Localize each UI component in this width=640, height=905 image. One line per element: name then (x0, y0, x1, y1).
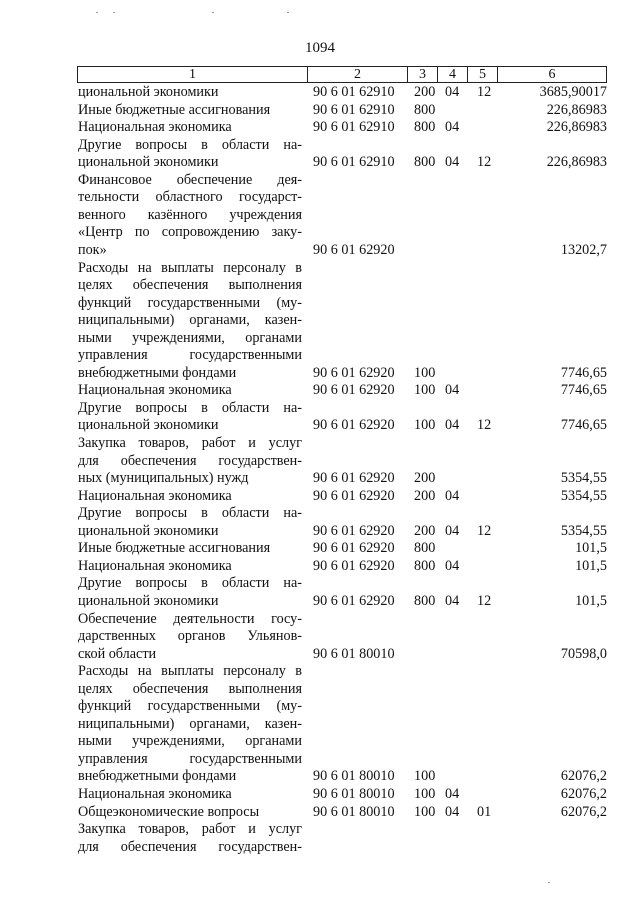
cell-c1: Финансовое обеспечение дея- (78, 171, 302, 188)
table-row (0, 593, 640, 610)
table-row (0, 768, 640, 785)
cell-c1: функций государственными (му- (78, 698, 302, 715)
cell-c2: 90 6 01 62920 (313, 364, 395, 381)
table-row (0, 804, 640, 821)
table-row (0, 400, 640, 417)
cell-c6: 5354,55 (560, 522, 607, 539)
cell-c3: 800 (414, 540, 436, 557)
table-row (0, 488, 640, 505)
table-row (0, 821, 640, 838)
cell-c3: 800 (414, 557, 436, 574)
cell-c1: ными учреждениями, органами (78, 733, 302, 750)
cell-c1: пок» (78, 241, 107, 258)
table-row (0, 751, 640, 768)
header-col-2: 2 (354, 67, 361, 82)
table-row (0, 540, 640, 557)
cell-c5: 01 (477, 803, 492, 820)
cell-c3: 100 (414, 803, 436, 820)
cell-c3: 800 (414, 101, 436, 118)
cell-c1: ными учреждениями, органами (78, 329, 302, 346)
cell-c2: 90 6 01 62920 (313, 470, 395, 487)
table-row (0, 84, 640, 101)
cell-c1: Расходы на выплаты персоналу в (78, 259, 302, 276)
cell-c1: управления государственными (78, 750, 302, 767)
cell-c2: 90 6 01 62920 (313, 540, 395, 557)
cell-c2: 90 6 01 80010 (313, 803, 395, 820)
cell-c1: дарственных органов Ульянов- (78, 628, 302, 645)
table-row (0, 102, 640, 119)
table-row (0, 558, 640, 575)
table-row (0, 382, 640, 399)
table-row (0, 698, 640, 715)
cell-c6: 3685,90017 (539, 84, 607, 100)
table-row (0, 470, 640, 487)
table-row (0, 242, 640, 259)
header-col-1: 1 (189, 67, 196, 82)
cell-c1: Другие вопросы в области на- (78, 505, 302, 522)
table-row (0, 260, 640, 277)
cell-c1: циональной экономики (78, 592, 219, 609)
cell-c2: 90 6 01 62920 (313, 487, 395, 504)
header-col-5: 5 (479, 67, 486, 82)
cell-c6: 226,86983 (546, 154, 607, 171)
cell-c1: внебюджетными фондами (78, 364, 237, 381)
cell-c2: 90 6 01 80010 (313, 768, 395, 785)
table-row (0, 224, 640, 241)
table-row (0, 172, 640, 189)
cell-c1: целях обеспечения выполнения (78, 680, 302, 697)
cell-c3: 100 (414, 768, 436, 785)
cell-c4: 04 (445, 592, 460, 609)
table-row (0, 523, 640, 540)
cell-c2: 90 6 01 62920 (313, 592, 395, 609)
cell-c6: 13202,7 (560, 241, 607, 258)
table-row (0, 312, 640, 329)
cell-c1: ской области (78, 645, 157, 662)
cell-c4: 04 (445, 487, 460, 504)
cell-c1: циональной экономики (78, 522, 219, 539)
cell-c1: тельности областного государст- (78, 189, 302, 206)
cell-c6: 7746,65 (560, 364, 607, 381)
cell-c3: 100 (414, 382, 436, 399)
cell-c6: 7746,65 (560, 382, 607, 399)
cell-c6: 226,86983 (546, 101, 607, 118)
cell-c3: 800 (414, 592, 436, 609)
cell-c2: 90 6 01 62920 (313, 241, 395, 258)
cell-c6: 101,5 (575, 592, 607, 609)
cell-c1: ниципальными) органами, казен- (78, 715, 302, 732)
scan-speck (212, 12, 214, 13)
cell-c1: Другие вопросы в области на- (78, 575, 302, 592)
cell-c2: 90 6 01 80010 (313, 645, 395, 662)
cell-c1: для обеспечения государствен- (78, 452, 302, 469)
cell-c1: Закупка товаров, работ и услуг (78, 821, 302, 838)
header-col-3: 3 (419, 67, 426, 82)
cell-c2: 90 6 01 62910 (313, 101, 395, 118)
table-row (0, 347, 640, 364)
cell-c1: Иные бюджетные ассигнования (78, 101, 271, 118)
header-col-4: 4 (449, 67, 456, 82)
table-row (0, 611, 640, 628)
table-row (0, 417, 640, 434)
table-row (0, 716, 640, 733)
header-col-6: 6 (548, 67, 556, 82)
cell-c4: 04 (445, 154, 460, 171)
cell-c1: Другие вопросы в области на- (78, 136, 302, 153)
table-row (0, 189, 640, 206)
cell-c6: 62076,2 (560, 803, 607, 820)
cell-c3: 800 (414, 119, 436, 136)
cell-c2: 90 6 01 62920 (313, 382, 395, 399)
table-header (77, 66, 607, 83)
cell-c2: 90 6 01 62910 (313, 119, 395, 136)
cell-c1: циональной экономики (78, 84, 219, 100)
cell-c1: Обеспечение деятельности госу- (78, 610, 302, 627)
cell-c3: 200 (414, 522, 436, 539)
cell-c2: 90 6 01 62910 (313, 154, 395, 171)
cell-c5: 12 (477, 417, 492, 434)
cell-c6: 70598,0 (560, 645, 607, 662)
table-row (0, 453, 640, 470)
cell-c1: Иные бюджетные ассигнования (78, 540, 271, 557)
scan-speck (96, 12, 98, 13)
cell-c5: 12 (477, 592, 492, 609)
table-row (0, 646, 640, 663)
cell-c1: «Центр по сопровождению заку- (78, 224, 302, 241)
table-row (0, 137, 640, 154)
cell-c2: 90 6 01 62910 (313, 84, 395, 100)
cell-c3: 200 (414, 470, 436, 487)
cell-c4: 04 (445, 84, 460, 100)
cell-c5: 12 (477, 154, 492, 171)
cell-c1: Другие вопросы в области на- (78, 399, 302, 416)
cell-c5: 12 (477, 84, 492, 100)
cell-c1: функций государственными (му- (78, 294, 302, 311)
cell-c1: венного казённого учреждения (78, 206, 302, 223)
scan-speck (287, 12, 289, 13)
cell-c3: 100 (414, 786, 436, 802)
cell-c1: Расходы на выплаты персоналу в (78, 663, 302, 680)
cell-c4: 04 (445, 382, 460, 399)
table-row (0, 839, 640, 856)
cell-c3: 100 (414, 417, 436, 434)
cell-c1: Общеэкономические вопросы (78, 803, 260, 820)
cell-c6: 62076,2 (560, 786, 607, 802)
page-number: 1094 (305, 40, 335, 56)
table-row (0, 154, 640, 171)
cell-c2: 90 6 01 62920 (313, 557, 395, 574)
table-row (0, 575, 640, 592)
table-row (0, 435, 640, 452)
cell-c1: для обеспечения государствен- (78, 838, 302, 855)
cell-c1: Национальная экономика (78, 487, 232, 504)
cell-c4: 04 (445, 522, 460, 539)
cell-c3: 800 (414, 154, 436, 171)
cell-c4: 04 (445, 803, 460, 820)
scan-speck (113, 12, 115, 13)
cell-c6: 5354,55 (560, 470, 607, 487)
cell-c2: 90 6 01 62920 (313, 522, 395, 539)
cell-c1: ных (муниципальных) нужд (78, 470, 249, 487)
cell-c1: Национальная экономика (78, 786, 232, 802)
cell-c6: 62076,2 (560, 768, 607, 785)
table-row (0, 119, 640, 136)
cell-c1: Национальная экономика (78, 119, 232, 136)
table-row (0, 295, 640, 312)
table-row (0, 365, 640, 382)
cell-c4: 04 (445, 786, 460, 802)
cell-c4: 04 (445, 119, 460, 136)
cell-c4: 04 (445, 417, 460, 434)
cell-c6: 101,5 (575, 557, 607, 574)
cell-c1: Закупка товаров, работ и услуг (78, 435, 302, 451)
cell-c1: циональной экономики (78, 154, 219, 171)
cell-c1: Национальная экономика (78, 557, 232, 574)
cell-c6: 5354,55 (560, 487, 607, 504)
cell-c4: 04 (445, 557, 460, 574)
table-row (0, 628, 640, 645)
cell-c3: 200 (414, 84, 436, 100)
table-row (0, 330, 640, 347)
cell-c1: циональной экономики (78, 417, 219, 434)
scan-speck (548, 882, 550, 883)
cell-c3: 200 (414, 487, 436, 504)
cell-c2: 90 6 01 62920 (313, 417, 395, 434)
cell-c1: ниципальными) органами, казен- (78, 312, 302, 329)
table-row (0, 681, 640, 698)
table-row (0, 786, 640, 803)
cell-c6: 101,5 (575, 540, 607, 557)
table-row (0, 663, 640, 680)
table-row (0, 207, 640, 224)
table-row (0, 505, 640, 522)
table-row (0, 733, 640, 750)
table-row (0, 277, 640, 294)
cell-c6: 7746,65 (560, 417, 607, 434)
cell-c1: управления государственными (78, 347, 302, 364)
cell-c3: 100 (414, 364, 436, 381)
cell-c1: внебюджетными фондами (78, 768, 237, 785)
cell-c2: 90 6 01 80010 (313, 786, 395, 802)
cell-c5: 12 (477, 522, 492, 539)
cell-c1: Национальная экономика (78, 382, 232, 399)
cell-c6: 226,86983 (546, 119, 607, 136)
cell-c1: целях обеспечения выполнения (78, 277, 302, 294)
